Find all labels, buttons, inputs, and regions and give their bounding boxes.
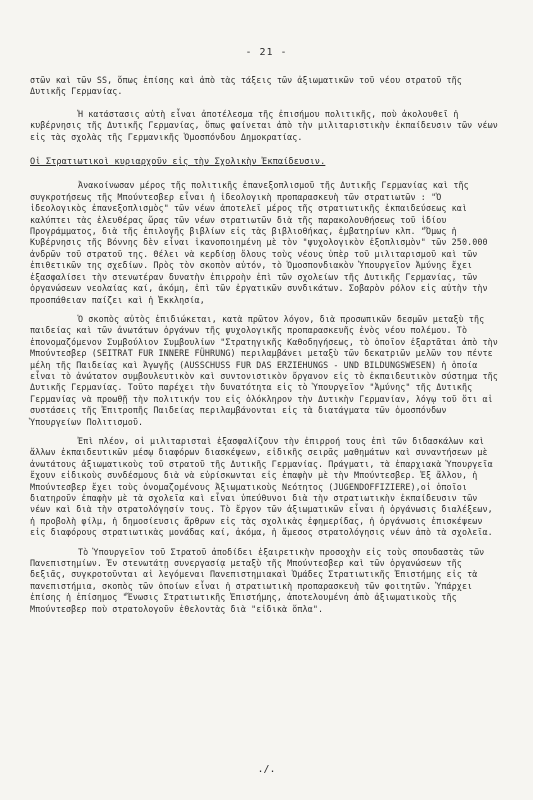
page-number: - 21 - [245, 47, 288, 58]
end-mark: ./. [257, 764, 276, 775]
paragraph: Ὁ σκοπὸς αὐτὸς ἐπιδιώκεται, κατὰ πρῶτον λόγον, διὰ προσωπικῶν δεσμῶν μεταξὺ τῆς παιδείας καὶ τῶν ἀνωτάτων ὀργάνων τῆς ψυχολογικῆς προπαρασκευῆς ἑνὸς νέου πολέμου. Τὸ ἐπονομαζόμενον Συμβούλιον Συμβουλίων "Στρατηγικῆς Καθοδηγήσεως, τὸ ὁποῖον ἐξαρτᾶται ἀπὸ τὴν Μπούντεσβερ (SEITRAT FUR INNERE FÜHRUNG) περιλαμβάνει μεταξὺ τῶν δεκατριῶν μελῶν του πέντε μέλη τῆς Παιδείας καὶ Ἀγωγῆς (AUSSCHUSS FUR DAS ERZIEHUNGS - UND BILDUNGSWESEN) ἡ ὁποία εἶναι τὸ ἀνώτατον συμβουλευτικὸν καὶ συντονιστικὸν ὄργανον εἰς τὸ ἐκπαιδευτικὸν σύστημα τῆς Δυτικῆς Γερμανίας. Τοῦτο παρέχει τὴν δυνατότητα εἰς τὸ Ὑπουργεῖον "Ἀμύνης" τῆς Δυτικῆς Γερμανίας νὰ προωθῇ τὴν πολιτικήν του εἰς ὁλόκληρον τὴν Δυτικὴν Γερμανίαν, λόγῳ τοῦ ὅτι αἱ συστάσεις τῆς Ἐπιτροπῆς Παιδείας περιλαμβάνονται εἰς τὰ διατάγματα τῶν ὁμοσπόνδων Ὑπουργείων Πολιτισμοῦ. [30, 313, 498, 427]
paragraph: Ἡ κατάστασις αὐτὴ εἶναι ἀποτέλεσμα τῆς ἐπισήμου πολιτικῆς, ποὺ ἀκολουθεῖ ἡ κυβέρνησις τῆς Δυτικῆς Γερμανίας, ὅπως φαίνεται ἀπὸ τὴν μιλιταριστικὴν ἐκπαίδευσιν τῶν νέων εἰς τὰς σχολὰς τῆς Γερμανικῆς Ὁμοσπόνδου Δημοκρατίας. [30, 108, 498, 142]
lead-paragraph: στῶν καὶ τῶν SS, ὅπως ἐπίσης καὶ ἀπὸ τὰς τάξεις τῶν ἀξιωματικῶν τοῦ νέου στρατοῦ τῆς Δυτικῆς Γερμανίας. [30, 75, 462, 97]
section-heading: Οἱ Στρατιωτικοὶ κυριαρχοῦν εἰς τὴν Σχολικὴν Ἐκπαίδευσιν. [30, 157, 326, 168]
paragraph: Ἀνακοίνωσαν μέρος τῆς πολιτικῆς ἐπανεξοπλισμοῦ τῆς Δυτικῆς Γερμανίας καὶ τῆς συγκροτήσεως τῆς Μπούντεσβερ εἶναι ἡ ἰδεολογικὴ προπαρασκευὴ τῶν στρατιωτῶν : "Ὁ ἰδεολογικὸς ἐπανεξοπλισμὸς" τῶν νέων ἀποτελεῖ μέρος τῆς στρατιωτικῆς ἐκπαιδεύσεως καὶ καλύπτει τὰς ἐλευθέρας ὥρας τῶν νέων στρατιωτῶν διὰ τῆς παρακολουθήσεως τοῦ ἰδίου Προγράμματος, διὰ τῆς ἐπιλογῆς βιβλίων εἰς τὰς βιβλιοθήκας, ἐμβατηρίων κλπ. "Ὅμως ἡ Κυβέρνησις τῆς Βόννης δὲν εἶναι ἱκανοποιημένη μὲ τὸν "ψυχολογικὸν ἐξοπλισμὸν" τῶν 250.000 ἀνδρῶν τοῦ στρατοῦ της. Θέλει νὰ κερδίσῃ ὅλους τοὺς νέους ὑπὲρ τοῦ μιλιταρισμοῦ καὶ τῶν ἐπιθετικῶν της σχεδίων. Πρὸς τὸν σκοπὸν αὐτόν, τὸ Ὁμοσπονδιακὸν Ὑπουργεῖον Ἀμύνης ἔχει ἐξασφαλίσει τὴν στενωτέραν δυνατὴν ἐπιρροὴν ἐπὶ τῶν σχολείων τῆς Δυτικῆς Γερμανίας, τῶν ὀργανώσεων νεολαίας καί, ἀκόμη, ἐπὶ τῶν ἐργατικῶν συνδικάτων. Σοβαρὸν ρόλον εἰς αὐτὴν τὴν προσπάθειαν παίζει καὶ ἡ Ἐκκλησία, [30, 180, 488, 305]
paragraph: Ἐπὶ πλέον, οἱ μιλιταρισταὶ ἐξασφαλίζουν τὴν ἐπιρροή τους ἐπὶ τῶν διδασκάλων καὶ ἄλλων ἐκπαιδευτικῶν μέσῳ διαφόρων διασκέψεων, εἰδικῆς σειρᾶς μαθημάτων καὶ συναντήσεων μὲ ἀνωτάτους ἀξιωματικοὺς τοῦ στρατοῦ τῆς Δυτικῆς Γερμανίας. Πράγματι, τὰ ἐπαρχιακὰ Ὑπουργεῖα ἔχουν εἰδικοὺς συνδέσμους διὰ νὰ εὑρίσκωνται εἰς ἐπαφὴν μὲ τὴν Μπούντεσβερ. Ἐξ ἄλλου, ἡ Μπούντεσβερ ἔχει τοὺς ὀνομαζομένους Ἀξιωματικοὺς Νεότητος (JUGENDOFFIZIERE),οἱ ὁποῖοι διατηροῦν ἐπαφὴν μὲ τὰ σχολεῖα καὶ εἶναι ὑπεύθυνοι διὰ τὴν στρατιωτικὴν ἐκπαίδευσιν τῶν νέων καὶ διὰ τὴν στρατολόγησίν τους. Τὸ ἔργον τῶν ἀξιωματικῶν εἶναι ἡ ὀργάνωσις διαλέξεων, ἡ προβολὴ φίλμ, ἡ δημοσίευσις ἄρθρων εἰς τὰς σχολικὰς ἐφημερίδας, ἡ ὀργάνωσις ἐπισκέψεων εἰς διαφόρους στρατιωτικὰς μονάδας καί, ἀκόμα, ἡ ἄμεσος στρατολόγησις νέων ἀπὸ τὰ σχολεῖα. [30, 435, 493, 538]
paragraph: Τὸ Ὑπουργεῖον τοῦ Στρατοῦ ἀποδίδει ἐξαιρετικὴν προσοχὴν εἰς τοὺς σπουδαστὰς τῶν Πανεπιστημίων. Ἐν στενωτάτῃ συνεργασίᾳ μεταξὺ τῆς Μπούντεσβερ καὶ τῶν ὀργανώσεων τῆς δεξιᾶς, συγκροτοῦνται αἱ λεγόμεναι Πανεπιστημιακαὶ Ὁμάδες Στρατιωτικῆς Ἐπιστήμης εἰς τὰ πανεπιστήμια, σκοπὸς τῶν ὁποίων εἶναι ἡ στρατιωτικὴ προπαρασκευὴ τῶν φοιτητῶν. Ὑπάρχει ἐπίσης ἡ ἐπίσημος "Ἕνωσις Στρατιωτικῆς Ἐπιστήμης, ἀποτελουμένη ἀπὸ ἀξιωματικοὺς τῆς Μπούντεσβερ ποὺ στρατολογοῦν ἐθελοντὰς διὰ "εἰδικὰ ὅπλα". [30, 546, 485, 614]
document-body [30, 75, 498, 623]
